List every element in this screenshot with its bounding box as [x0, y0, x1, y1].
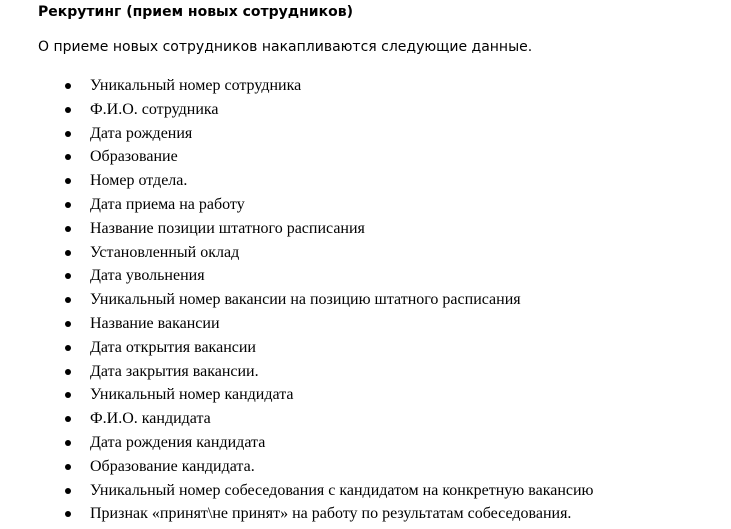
list-item-text: Ф.И.О. сотрудника [90, 100, 219, 118]
bullet-icon [65, 464, 71, 470]
bullet-icon [65, 416, 71, 422]
bullet-icon [65, 392, 71, 398]
bullet-icon [65, 154, 71, 160]
list-item-text: Дата открытия вакансии [90, 338, 256, 356]
bullet-icon [65, 511, 71, 517]
bullet-icon [65, 131, 71, 137]
bullet-icon [65, 226, 71, 232]
list-item-text: Уникальный номер кандидата [90, 386, 294, 404]
bullet-icon [65, 321, 71, 327]
list-item-text: Установленный оклад [90, 243, 240, 261]
list-item-text: Признак «принят\не принят» на работу по результатам собеседования. [90, 505, 572, 523]
bullet-icon [65, 250, 71, 256]
bullet-icon [65, 107, 71, 113]
intro-paragraph: О приеме новых сотрудников накапливаются следующие данные. [38, 39, 533, 55]
list-item-text: Номер отдела. [90, 172, 188, 190]
bullet-icon [65, 202, 71, 208]
bullet-icon [65, 440, 71, 446]
list-item-text: Дата увольнения [90, 267, 205, 285]
list-item-text: Дата рождения кандидата [90, 433, 266, 451]
bullet-icon [65, 83, 71, 89]
list-item-text: Уникальный номер сотрудника [90, 77, 302, 94]
list-item-text: Название позиции штатного расписания [90, 219, 365, 237]
list-item-text: Уникальный номер вакансии на позицию штатного расписания [90, 291, 521, 309]
bullet-icon [65, 178, 71, 184]
list-item-text: Дата рождения [90, 124, 193, 142]
bullet-icon [65, 488, 71, 494]
list-item-text: Ф.И.О. кандидата [90, 410, 211, 428]
bullet-icon [65, 273, 71, 279]
bullet-icon [65, 345, 71, 351]
list-item-text: Дата закрытия вакансии. [90, 362, 259, 380]
list-item-text: Уникальный номер собеседования с кандидатом на конкретную вакансию [90, 481, 594, 499]
section-heading: Рекрутинг (прием новых сотрудников) [38, 4, 353, 20]
list-item-text: Название вакансии [90, 314, 220, 332]
list-item-text: Образование кандидата. [90, 457, 255, 475]
list-item-text: Образование [90, 148, 178, 166]
bullet-icon [65, 369, 71, 375]
list-item-text: Дата приема на работу [90, 195, 245, 213]
bullet-icon [65, 297, 71, 303]
